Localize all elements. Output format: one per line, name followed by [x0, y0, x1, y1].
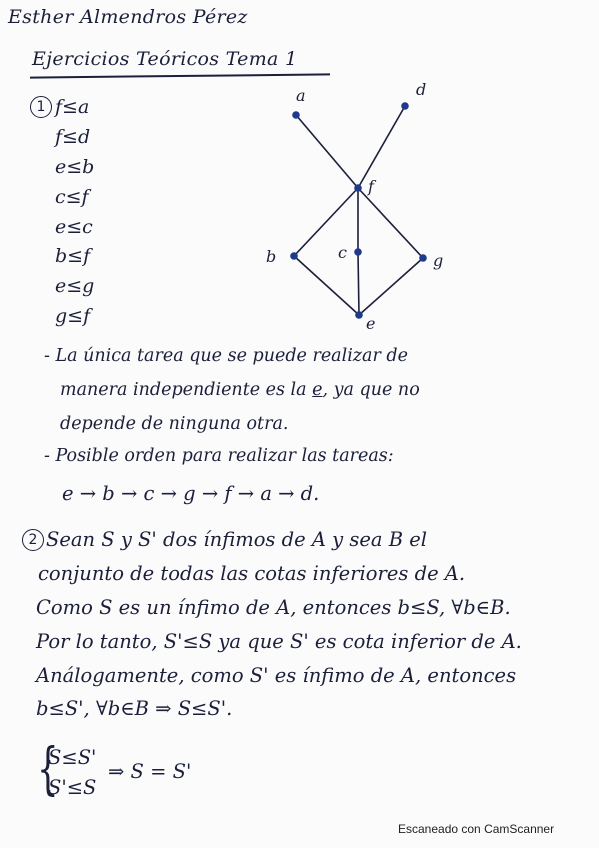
- system-line: S'≤S: [48, 776, 97, 799]
- node-label-a: a: [296, 86, 306, 105]
- node-label-f: f: [368, 177, 374, 196]
- relation: e≤g: [55, 275, 95, 297]
- ex1-text-part: manera independiente es la: [60, 380, 307, 400]
- ex1-text-part: , ya que no: [322, 380, 420, 400]
- ex2-text-line: Como S es un ínfimo de A, entonces b≤S, ∀b∈B.: [36, 596, 511, 619]
- edge-e-g: [359, 258, 423, 315]
- ex1-text-line: - Posible orden para realizar las tareas:: [44, 446, 394, 466]
- ex2-text-line: Sean S y S' dos ínfimos de A y sea B el: [46, 528, 428, 551]
- node-label-e: e: [366, 314, 376, 333]
- node-label-g: g: [433, 251, 444, 270]
- edge-f-d: [358, 106, 405, 188]
- node-a: [292, 111, 300, 119]
- ex2-text-line: b≤S', ∀b∈B ⇒ S≤S'.: [36, 697, 233, 720]
- ex2-text-line: Análogamente, como S' es ínfimo de A, entonces: [36, 664, 517, 687]
- relation: b≤f: [55, 245, 91, 267]
- ex1-text-line: - La única tarea que se puede realizar de: [44, 346, 408, 366]
- ex1-text-line: depende de ninguna otra.: [60, 414, 289, 434]
- relation: e≤c: [55, 216, 93, 238]
- node-label-d: d: [416, 80, 427, 99]
- page-title: Ejercicios Teóricos Tema 1: [32, 48, 298, 70]
- node-c: [354, 248, 362, 256]
- relation: c≤f: [55, 186, 89, 208]
- node-label-b: b: [266, 247, 277, 266]
- relation: e≤b: [55, 156, 95, 178]
- conclusion: ⇒ S = S': [108, 760, 192, 783]
- system-brace: {: [37, 737, 59, 802]
- ex2-text-line: Por lo tanto, S'≤S ya que S' es cota inferior de A.: [36, 630, 522, 653]
- task-order: e → b → c → g → f → a → d.: [62, 482, 320, 505]
- relation: f≤d: [55, 126, 91, 148]
- node-d: [401, 102, 409, 110]
- relation: f≤a: [55, 96, 90, 118]
- edge-e-c: [358, 252, 359, 315]
- node-e: [355, 311, 363, 319]
- exercise-1-number: 1: [30, 96, 52, 118]
- ex2-text-line: conjunto de todas las cotas inferiores de A.: [38, 562, 466, 585]
- edge-f-a: [296, 115, 358, 188]
- author-name: Esther Almendros Pérez: [8, 6, 248, 28]
- edge-e-b: [294, 256, 359, 315]
- edge-g-f: [358, 188, 423, 258]
- exercise-2-number: 2: [22, 529, 44, 551]
- edge-b-f: [294, 188, 358, 256]
- system-line: S≤S': [48, 746, 97, 769]
- scanner-watermark: Escaneado con CamScanner: [398, 822, 555, 836]
- relation: g≤f: [55, 305, 91, 327]
- node-f: [354, 184, 362, 192]
- ex1-text-line: [60, 380, 420, 400]
- node-g: [419, 254, 427, 262]
- node-b: [290, 252, 298, 260]
- ex1-highlight-e: e: [312, 380, 323, 400]
- node-label-c: c: [338, 243, 347, 262]
